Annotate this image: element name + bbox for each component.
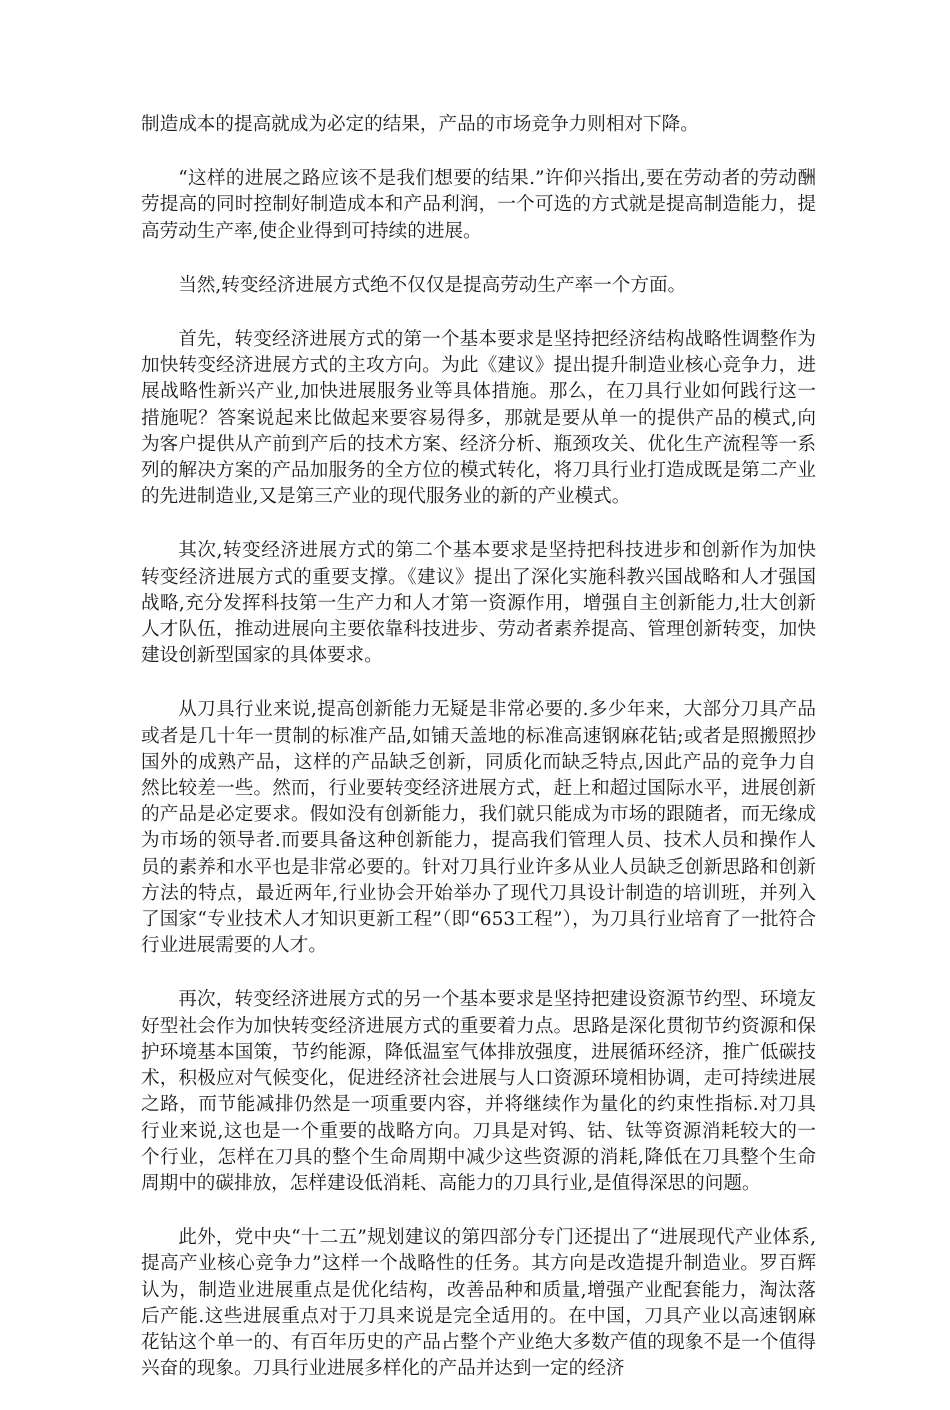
- document-body: [141, 112, 816, 1410]
- paragraph-industry-system: 此外，党中央“十二五”规划建议的第四部分专门还提出了“进展现代产业体系,提高产业核心竞争力”这样一个战略性的任务。其方向是改造提升制造业。罗百辉认为，制造业进展重点是优化结构，改善品种和质量,增强产业配套能力，淘汰落后产能.这些进展重点对于刀具来说是完全适用的。在中国，刀具产业以高速钢麻花钻这个单一的、有百年历史的产品占整个产业绝大多数产值的现象不是一个值得兴奋的现象。刀具行业进展多样化的产品并达到一定的经济: [141, 1227, 816, 1380]
- paragraph-continued: 制造成本的提高就成为必定的结果，产品的市场竞争力则相对下降。: [141, 114, 699, 135]
- paragraph-quote-xu-yangxing: “这样的进展之路应该不是我们想要的结果.”许仰兴指出,要在劳动者的劳动酬劳提高的同时控制好制造成本和产品利润，一个可选的方式就是提高制造能力，提高劳动生产率,使企业得到可持续的进展。: [141, 168, 816, 242]
- paragraph-third-requirement: 再次，转变经济进展方式的另一个基本要求是坚持把建设资源节约型、环境友好型社会作为加快转变经济进展方式的重要着力点。思路是深化贯彻节约资源和保护环境基本国策，节约能源，降低温室气体排放强度，进展循环经济，推广低碳技术，积极应对气候变化，促进经济社会进展与人口资源环境相协调，走可持续进展之路，而节能减排仍然是一项重要内容，并将继续作为量化的约束性指标.对刀具行业来说,这也是一个重要的战略方向。刀具是对钨、钴、钛等资源消耗较大的一个行业，怎样在刀具的整个生命周期中减少这些资源的消耗,降低在刀具整个生命周期中的碳排放，怎样建设低消耗、高能力的刀具行业,是值得深思的问题。: [141, 989, 816, 1194]
- paragraph-transition: 当然,转变经济进展方式绝不仅仅是提高劳动生产率一个方面。: [178, 274, 687, 296]
- paragraph-first-requirement: 首先，转变经济进展方式的第一个基本要求是坚持把经济结构战略性调整作为加快转变经济进展方式的主攻方向。为此《建议》提出提升制造业核心竞争力，进展战略性新兴产业,加快进展服务业等具体措施。那么，在刀具行业如何践行这一措施呢？答案说起来比做起来要容易得多，那就是要从单一的提供产品的模式,向为客户提供从产前到产后的技术方案、经济分析、瓶颈攻关、优化生产流程等一系列的解决方案的产品加服务的全方位的模式转化，将刀具行业打造成既是第二产业的先进制造业,又是第三产业的现代服务业的新的产业模式。: [141, 329, 816, 508]
- paragraph-second-requirement: 其次,转变经济进展方式的第二个基本要求是坚持把科技进步和创新作为加快转变经济进展方式的重要支撑。《建议》提出了深化实施科教兴国战略和人才强国战略,充分发挥科技第一生产力和人才第一资源作用，增强自主创新能力,壮大创新人才队伍，推动进展向主要依靠科技进步、劳动者素养提高、管理创新转变，加快建设创新型国家的具体要求。: [141, 540, 816, 667]
- paragraph-innovation: 从刀具行业来说,提高创新能力无疑是非常必要的.多少年来，大部分刀具产品或者是几十年一贯制的标准产品,如铺天盖地的标准高速钢麻花钻;或者是照搬照抄国外的成熟产品，这样的产品缺乏创新，同质化而缺乏特点,因此产品的竞争力自然比较差一些。然而，行业要转变经济进展方式，赶上和超过国际水平，进展创新的产品是必定要求。假如没有创新能力，我们就只能成为市场的跟随者，而无缘成为市场的领导者.而要具备这种创新能力，提高我们管理人员、技术人员和操作人员的素养和水平也是非常必要的。针对刀具行业许多从业人员缺乏创新思路和创新方法的特点，最近两年,行业协会开始举办了现代刀具设计制造的培训班，并列入了国家“专业技术人才知识更新工程”（即“653工程”），为刀具行业培育了一批符合行业进展需要的人才。: [141, 699, 816, 957]
